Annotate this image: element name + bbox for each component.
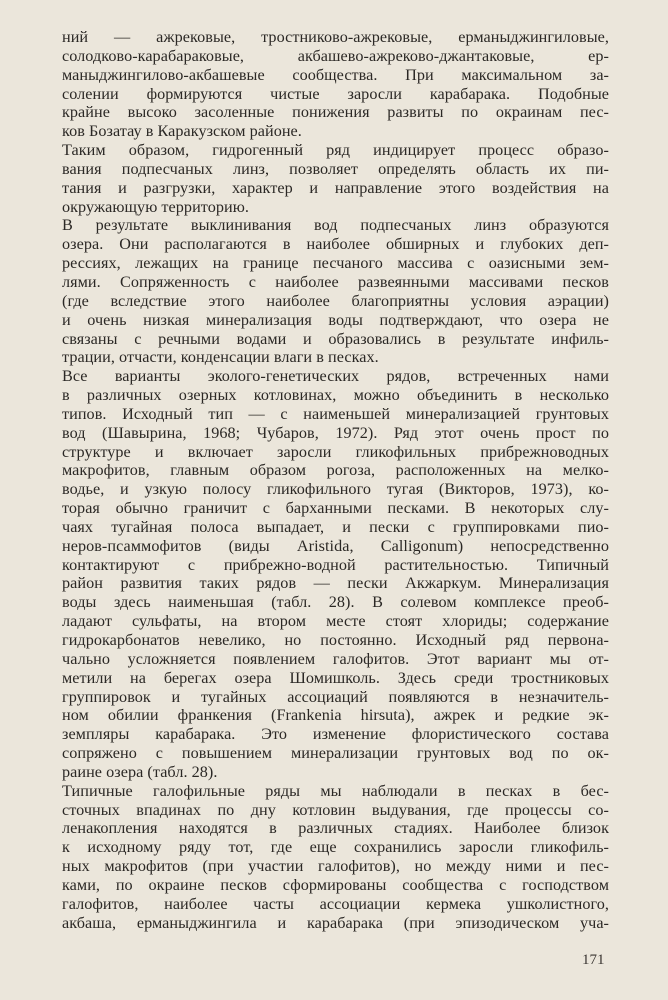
text-line: лями. Сопряженность с наиболее развеянными массивами песков (62, 272, 609, 291)
text-line: неров-псаммофитов (виды Aristida, Calligonum) непосредственно (62, 536, 609, 555)
text-line: В результате выклинивания вод подпесчаных линз образуются (62, 216, 609, 235)
text-line: сопряжено с повышением минерализации грунтовых вод по ок- (62, 744, 609, 763)
text-line: ками, по окраине песков сформированы сообщества с господством (62, 875, 609, 894)
text-line: группировок и тугайных ассоциаций появляются в незначитель- (62, 687, 609, 706)
text-line: связаны с речными водами и образовались в результате инфиль- (62, 329, 609, 348)
text-line: солении формируются чистые заросли карабарака. Подобные (62, 84, 609, 103)
text-line: чально усложняется появлением галофитов. Этот вариант мы от- (62, 649, 609, 668)
text-line: чаях тугайная полоса выпадает, и пески с группировками пио- (62, 517, 609, 536)
text-line: район развития таких рядов — пески Акжаркум. Минерализация (62, 574, 609, 593)
text-line: и очень низкая минерализация воды подтверждают, что озера не (62, 310, 609, 329)
text-line: Все варианты эколого-генетических рядов, встреченных нами (62, 367, 609, 386)
text-line: водье, и узкую полосу гликофильного тугая (Викторов, 1973), ко- (62, 480, 609, 499)
body-text (62, 28, 609, 933)
text-line: вод (Шавырина, 1968; Чубаров, 1972). Ряд этот очень прост по (62, 423, 609, 442)
text-line: метили на берегах озера Шомишколь. Здесь среди тростниковых (62, 668, 609, 687)
text-line: контактируют с прибрежно-водной растительностью. Типичный (62, 555, 609, 574)
text-line: тания и разгрузки, характер и направление этого воздействия на (62, 178, 609, 197)
text-line: структуре и включает заросли гликофильных прибрежноводных (62, 442, 609, 461)
text-line: окружающую территорию. (62, 197, 249, 216)
text-line: ном обилии франкения (Frankenia hirsuta), ажрек и редкие эк- (62, 706, 609, 725)
text-line: сточных впадинах по дну котловин выдувания, где процессы со- (62, 800, 609, 819)
text-line: ленакопления находятся в различных стадиях. Наиболее близок (62, 819, 609, 838)
text-line: в различных озерных котловинах, можно объединить в несколько (62, 386, 609, 405)
page-number: 171 (582, 952, 605, 968)
text-line: воды здесь наименьшая (табл. 28). В солевом комплексе преоб- (62, 593, 609, 612)
text-line: солодково-карабараковые, акбашево-ажреково-джантаковые, ер- (62, 46, 609, 65)
text-line: галофитов, наиболее часты ассоциации кермека ушколистного, (62, 894, 609, 913)
text-line: Типичные галофильные ряды мы наблюдали в песках в бес- (62, 781, 609, 800)
text-line: ков Бозатау в Каракузском районе. (62, 122, 302, 141)
text-line: ний — ажрековые, тростниково-ажрековые, ерманыджингиловые, (62, 28, 609, 46)
text-line: к исходному ряду тот, где еще сохранились заросли гликофиль- (62, 838, 609, 857)
text-line: вания подпесчаных линз, позволяет определять область их пи- (62, 159, 609, 178)
text-line: ных макрофитов (при участии галофитов), но между ними и пес- (62, 857, 609, 876)
text-line: торая обычно граничит с барханными песками. В некоторых слу- (62, 499, 609, 518)
text-line: озера. Они располагаются в наиболее обширных и глубоких деп- (62, 235, 609, 254)
text-line: маныджингилово-акбашевые сообщества. При максимальном за- (62, 65, 609, 84)
text-line: земпляры карабарака. Это изменение флористического состава (62, 725, 609, 744)
text-line: раине озера (табл. 28). (62, 762, 218, 781)
text-line: макрофитов, главным образом рогоза, расположенных на мелко- (62, 461, 609, 480)
text-line: гидрокарбонатов невелико, но постоянно. Исходный ряд первона- (62, 631, 609, 649)
text-line: рессиях, лежащих на границе песчаного массива с оазисными зем- (62, 254, 609, 273)
text-line: типов. Исходный тип — с наименьшей минерализацией грунтовых (62, 404, 609, 423)
text-line: (где вследствие этого наиболее благоприятны условия аэрации) (62, 291, 609, 310)
text-line: ладают сульфаты, на втором месте стоят хлориды; содержание (62, 612, 609, 631)
text-line: Таким образом, гидрогенный ряд индицирует процесс образо- (62, 141, 609, 160)
text-line: трации, отчасти, конденсации влаги в песках. (62, 348, 379, 367)
text-line: акбаша, ерманыджингила и карабарака (при эпизодическом уча- (62, 913, 609, 932)
text-line: крайне высоко засоленные понижения развиты по окраинам пес- (62, 103, 609, 122)
